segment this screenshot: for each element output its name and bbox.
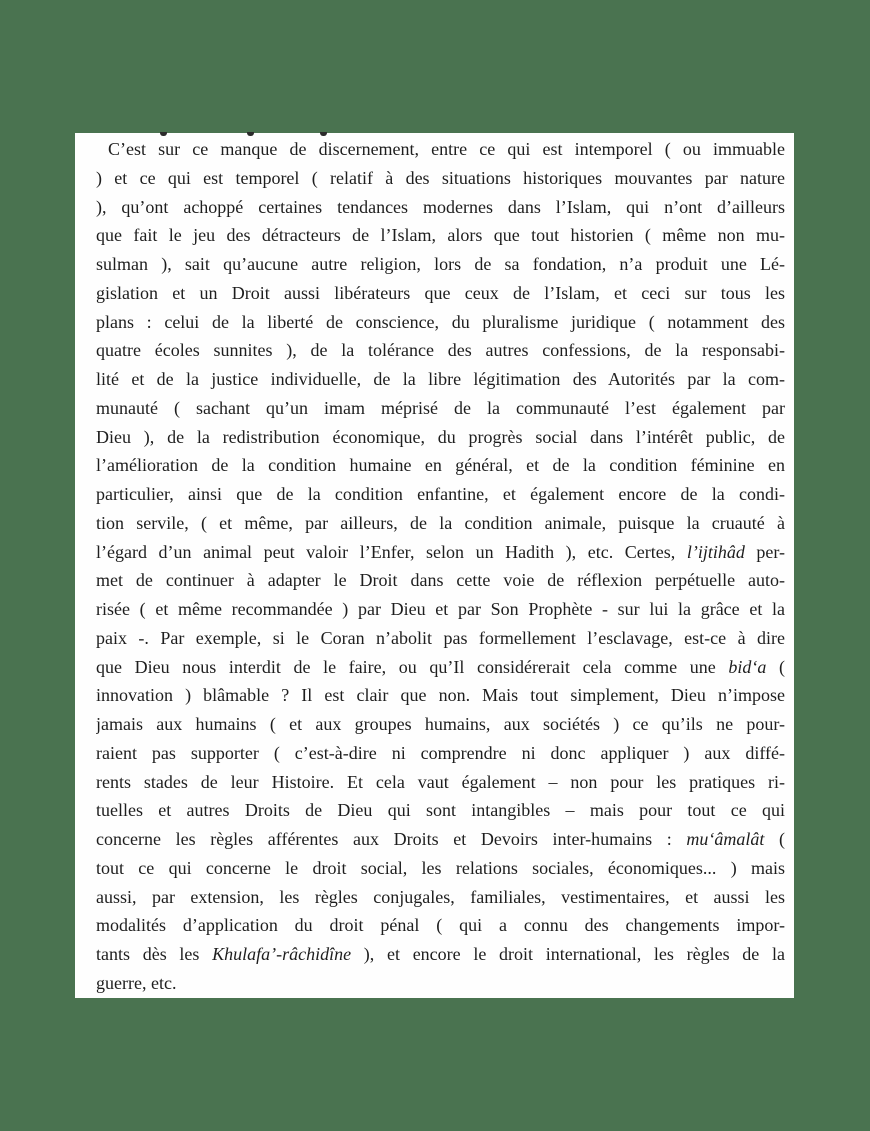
text-line — [96, 854, 785, 883]
text-run: plans : celui de la liberté de conscience, du pluralisme juridique ( notamment des — [96, 311, 785, 332]
text-run: C’est sur ce manque de discernement, entre ce qui est intemporel ( ou immuable — [108, 139, 785, 159]
text-run: tout ce qui concerne le droit social, les relations sociales, économiques... ) mais — [96, 857, 785, 878]
text-line — [96, 739, 785, 768]
text-run: met de continuer à adapter le Droit dans cette voie de réflexion perpétuelle auto- — [96, 570, 785, 591]
text-line — [96, 940, 785, 969]
text-line — [96, 365, 785, 394]
text-run: paix -. Par exemple, si le Coran n’abolit pas formellement l’esclavage, est-ce à dire — [96, 627, 785, 648]
text-run: modalités d’application du droit pénal ( qui a connu des changements impor- — [96, 915, 785, 936]
text-line — [96, 825, 785, 854]
text-run: risée ( et même recommandée ) par Dieu et par Son Prophète - sur lui la grâce et la — [96, 599, 785, 619]
text-run: rents stades de leur Histoire. Et cela vaut également – non pour les pratiques ri- — [96, 771, 785, 792]
italic-term: bid‘a — [728, 656, 767, 677]
text-run: ), qu’ont achoppé certaines tendances modernes dans l’Islam, qui n’ont d’ailleurs — [96, 196, 785, 217]
text-run: que fait le jeu des détracteurs de l’Islam, alors que tout historien ( même non mu- — [96, 225, 785, 246]
text-run: jamais aux humains ( et aux groupes humains, aux sociétés ) ce qu’ils ne pour- — [96, 714, 785, 734]
text-run: tion servile, ( et même, par ailleurs, de la condition animale, puisque la cruauté à — [96, 512, 785, 533]
text-run: particulier, ainsi que de la condition enfantine, et également encore de la condi- — [96, 484, 785, 504]
text-line — [96, 538, 785, 567]
text-line — [96, 336, 785, 365]
text-run: l’amélioration de la condition humaine en général, et de la condition féminine en — [96, 455, 785, 476]
text-line — [96, 653, 785, 682]
text-line — [96, 451, 785, 480]
text-run: ( — [764, 829, 785, 849]
text-line — [96, 135, 785, 164]
text-run: aussi, par extension, les règles conjugales, familiales, vestimentaires, et aussi les — [96, 886, 785, 907]
text-run: que Dieu nous interdit de le faire, ou qu’Il considérerait cela comme une — [96, 656, 729, 677]
text-run: raient pas supporter ( c’est-à-dire ni comprendre ni donc appliquer ) aux diffé- — [96, 742, 785, 763]
text-run: tants dès les — [96, 944, 213, 964]
text-line — [96, 308, 785, 337]
text-line — [96, 883, 785, 912]
text-line — [96, 566, 785, 595]
text-line — [96, 279, 785, 308]
text-line — [96, 681, 785, 710]
text-run: gislation et un Droit aussi libérateurs que ceux de l’Islam, et ceci sur tous les — [96, 282, 785, 303]
text-run: sulman ), sait qu’aucune autre religion, lors de sa fondation, n’a produit une Lé- — [96, 254, 785, 274]
text-line — [96, 250, 785, 279]
text-line — [96, 710, 785, 739]
italic-term: mu‘âmalât — [686, 829, 765, 849]
text-line — [96, 911, 785, 940]
text-line — [96, 394, 785, 423]
text-run: quatre écoles sunnites ), de la tolérance des autres confessions, de la responsabi- — [96, 340, 785, 361]
text-line — [96, 595, 785, 624]
text-line — [96, 969, 785, 998]
text-run: Dieu ), de la redistribution économique, du progrès social dans l’intérêt public, de — [96, 426, 785, 447]
text-line — [96, 164, 785, 193]
text-line — [96, 768, 785, 797]
text-run: munauté ( sachant qu’un imam méprisé de la communauté l’est également par — [96, 397, 785, 418]
text-run: tuelles et autres Droits de Dieu qui sont intangibles – mais pour tout ce qui — [96, 800, 785, 821]
text-run: ), et encore le droit international, les règles de la — [351, 944, 785, 964]
text-run: innovation ) blâmable ? Il est clair que non. Mais tout simplement, Dieu n’impose — [96, 685, 785, 706]
text-line — [96, 796, 785, 825]
text-run: guerre, etc. — [96, 972, 177, 993]
text-line — [96, 193, 785, 222]
text-line — [96, 423, 785, 452]
text-line — [96, 624, 785, 653]
text-run: lité et de la justice individuelle, de la libre légitimation des Autorités par la com- — [96, 369, 785, 389]
text-run: l’égard d’un animal peut valoir l’Enfer, selon un Hadith ), etc. Certes, — [96, 541, 687, 562]
text-line — [96, 509, 785, 538]
italic-term: l’ijtihâd — [686, 541, 745, 562]
text-run: ) et ce qui est temporel ( relatif à des situations historiques mouvantes par nature — [96, 167, 785, 188]
text-line — [96, 480, 785, 509]
document-page — [75, 133, 794, 998]
text-run: ( — [766, 656, 785, 677]
paragraph — [96, 135, 785, 998]
text-run: concerne les règles afférentes aux Droits et Devoirs inter-humains : — [96, 829, 687, 849]
italic-term: Khulafa’-râchidîne — [212, 944, 352, 964]
text-run: per- — [744, 541, 785, 562]
text-line — [96, 221, 785, 250]
